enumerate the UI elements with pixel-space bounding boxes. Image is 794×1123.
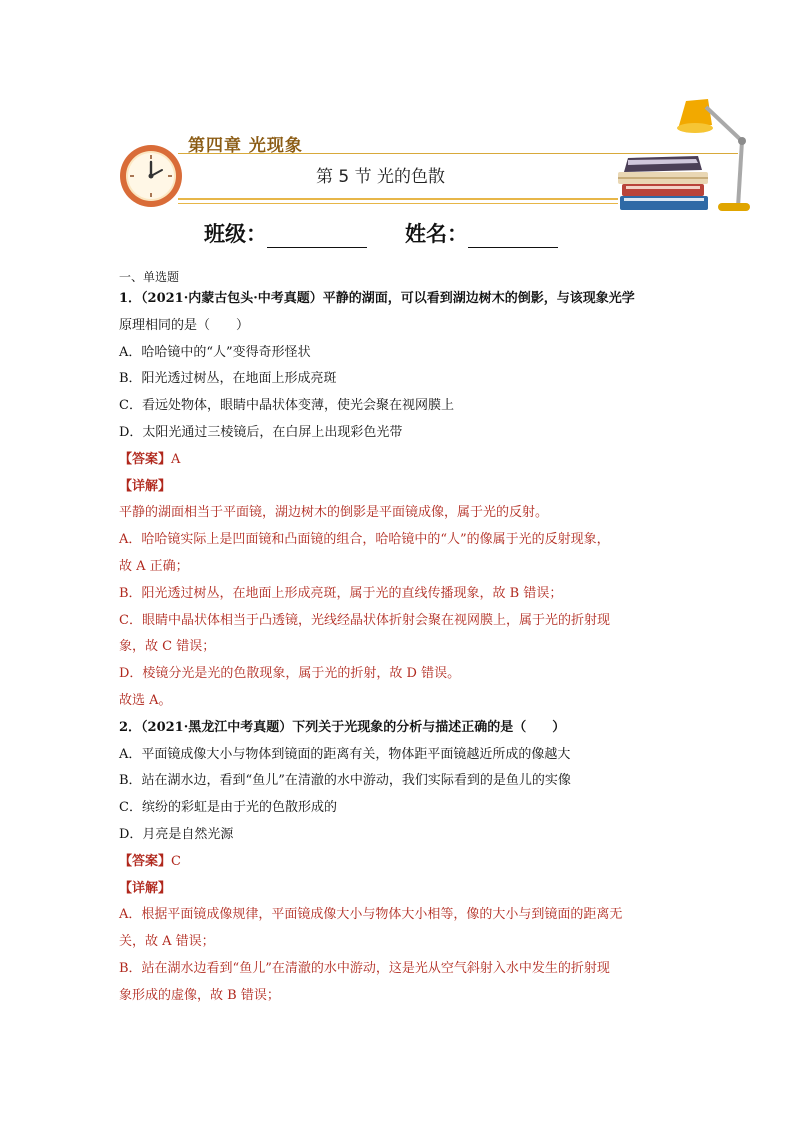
option-c: C．缤纷的彩虹是由于光的色散形成的 xyxy=(119,800,337,816)
answer-value: C xyxy=(171,853,181,869)
option-a: A．哈哈镜中的“人”变得奇形怪状 xyxy=(119,344,311,360)
answer-label: 【答案】 xyxy=(119,451,172,467)
section-heading: 一、单选题 xyxy=(119,270,180,284)
lamp-icon xyxy=(668,95,758,217)
section-title: 第 5 节 光的色散 xyxy=(316,167,446,187)
option-b: B．阳光透过树丛，在地面上形成亮斑 xyxy=(119,371,337,387)
answer-line xyxy=(119,447,679,474)
explanation-line: 关，故 A 错误； xyxy=(119,934,215,950)
chapter-title: 第四章 光现象 xyxy=(188,136,303,156)
explanation-line: A．哈哈镜实际上是凹面镜和凸面镜的组合，哈哈镜中的“人”的像属于光的反射现象， xyxy=(119,532,610,548)
page-header xyxy=(0,0,794,260)
explanation-line: 故选 A。 xyxy=(119,692,172,708)
class-blank[interactable] xyxy=(267,227,367,248)
option-c: C．看远处物体，眼睛中晶状体变薄，使光会聚在视网膜上 xyxy=(119,398,454,414)
option-d: D．月亮是自然光源 xyxy=(119,826,234,842)
option-d: D．太阳光通过三棱镜后，在白屏上出现彩色光带 xyxy=(119,424,403,440)
detail-label: 【详解】 xyxy=(119,478,172,494)
class-label: 班级： xyxy=(204,222,267,246)
explanation-line: B．站在湖水边看到“鱼儿”在清澈的水中游动，这是光从空气斜射入水中发生的折射现 xyxy=(119,960,610,976)
clock-icon xyxy=(118,143,184,209)
explanation-line: 故 A 正确； xyxy=(119,558,189,574)
student-info-row xyxy=(204,218,558,248)
explanation-line: B．阳光透过树丛，在地面上形成亮斑，属于光的直线传播现象，故 B 错误； xyxy=(119,585,563,601)
detail-label: 【详解】 xyxy=(119,880,172,896)
question-stem: 2．（2021·黑龙江中考真题）下列关于光现象的分析与描述正确的是（ ） xyxy=(119,719,566,735)
answer-label: 【答案】 xyxy=(119,853,172,869)
explanation-line: 象形成的虚像，故 B 错误； xyxy=(119,987,280,1003)
name-label: 姓名： xyxy=(405,222,468,246)
question-stem: 原理相同的是（ ） xyxy=(119,317,250,333)
question-content xyxy=(119,268,679,1010)
explanation-line: A．根据平面镜成像规律，平面镜成像大小与物体大小相等，像的大小与到镜面的距离无 xyxy=(119,907,623,923)
question-stem: 1．（2021·内蒙古包头·中考真题）平静的湖面，可以看到湖边树木的倒影，与该现象光学 xyxy=(119,291,635,306)
header-rule xyxy=(178,198,618,200)
name-blank[interactable] xyxy=(468,227,558,248)
answer-value: A xyxy=(171,451,181,467)
explanation-line: C．眼睛中晶状体相当于凸透镜，光线经晶状体折射会聚在视网膜上，属于光的折射现 xyxy=(119,612,610,628)
explanation-line: 平静的湖面相当于平面镜，湖边树木的倒影是平面镜成像，属于光的反射。 xyxy=(119,505,549,521)
explanation-line: 象，故 C 错误； xyxy=(119,639,216,655)
header-rule xyxy=(178,203,618,204)
option-a: A．平面镜成像大小与物体到镜面的距离有关，物体距平面镜越近所成的像越大 xyxy=(119,746,571,762)
option-b: B．站在湖水边，看到“鱼儿”在清澈的水中游动，我们实际看到的是鱼儿的实像 xyxy=(119,773,571,789)
answer-line xyxy=(119,849,679,876)
explanation-line: D．棱镜分光是光的色散现象，属于光的折射，故 D 错误。 xyxy=(119,666,461,682)
